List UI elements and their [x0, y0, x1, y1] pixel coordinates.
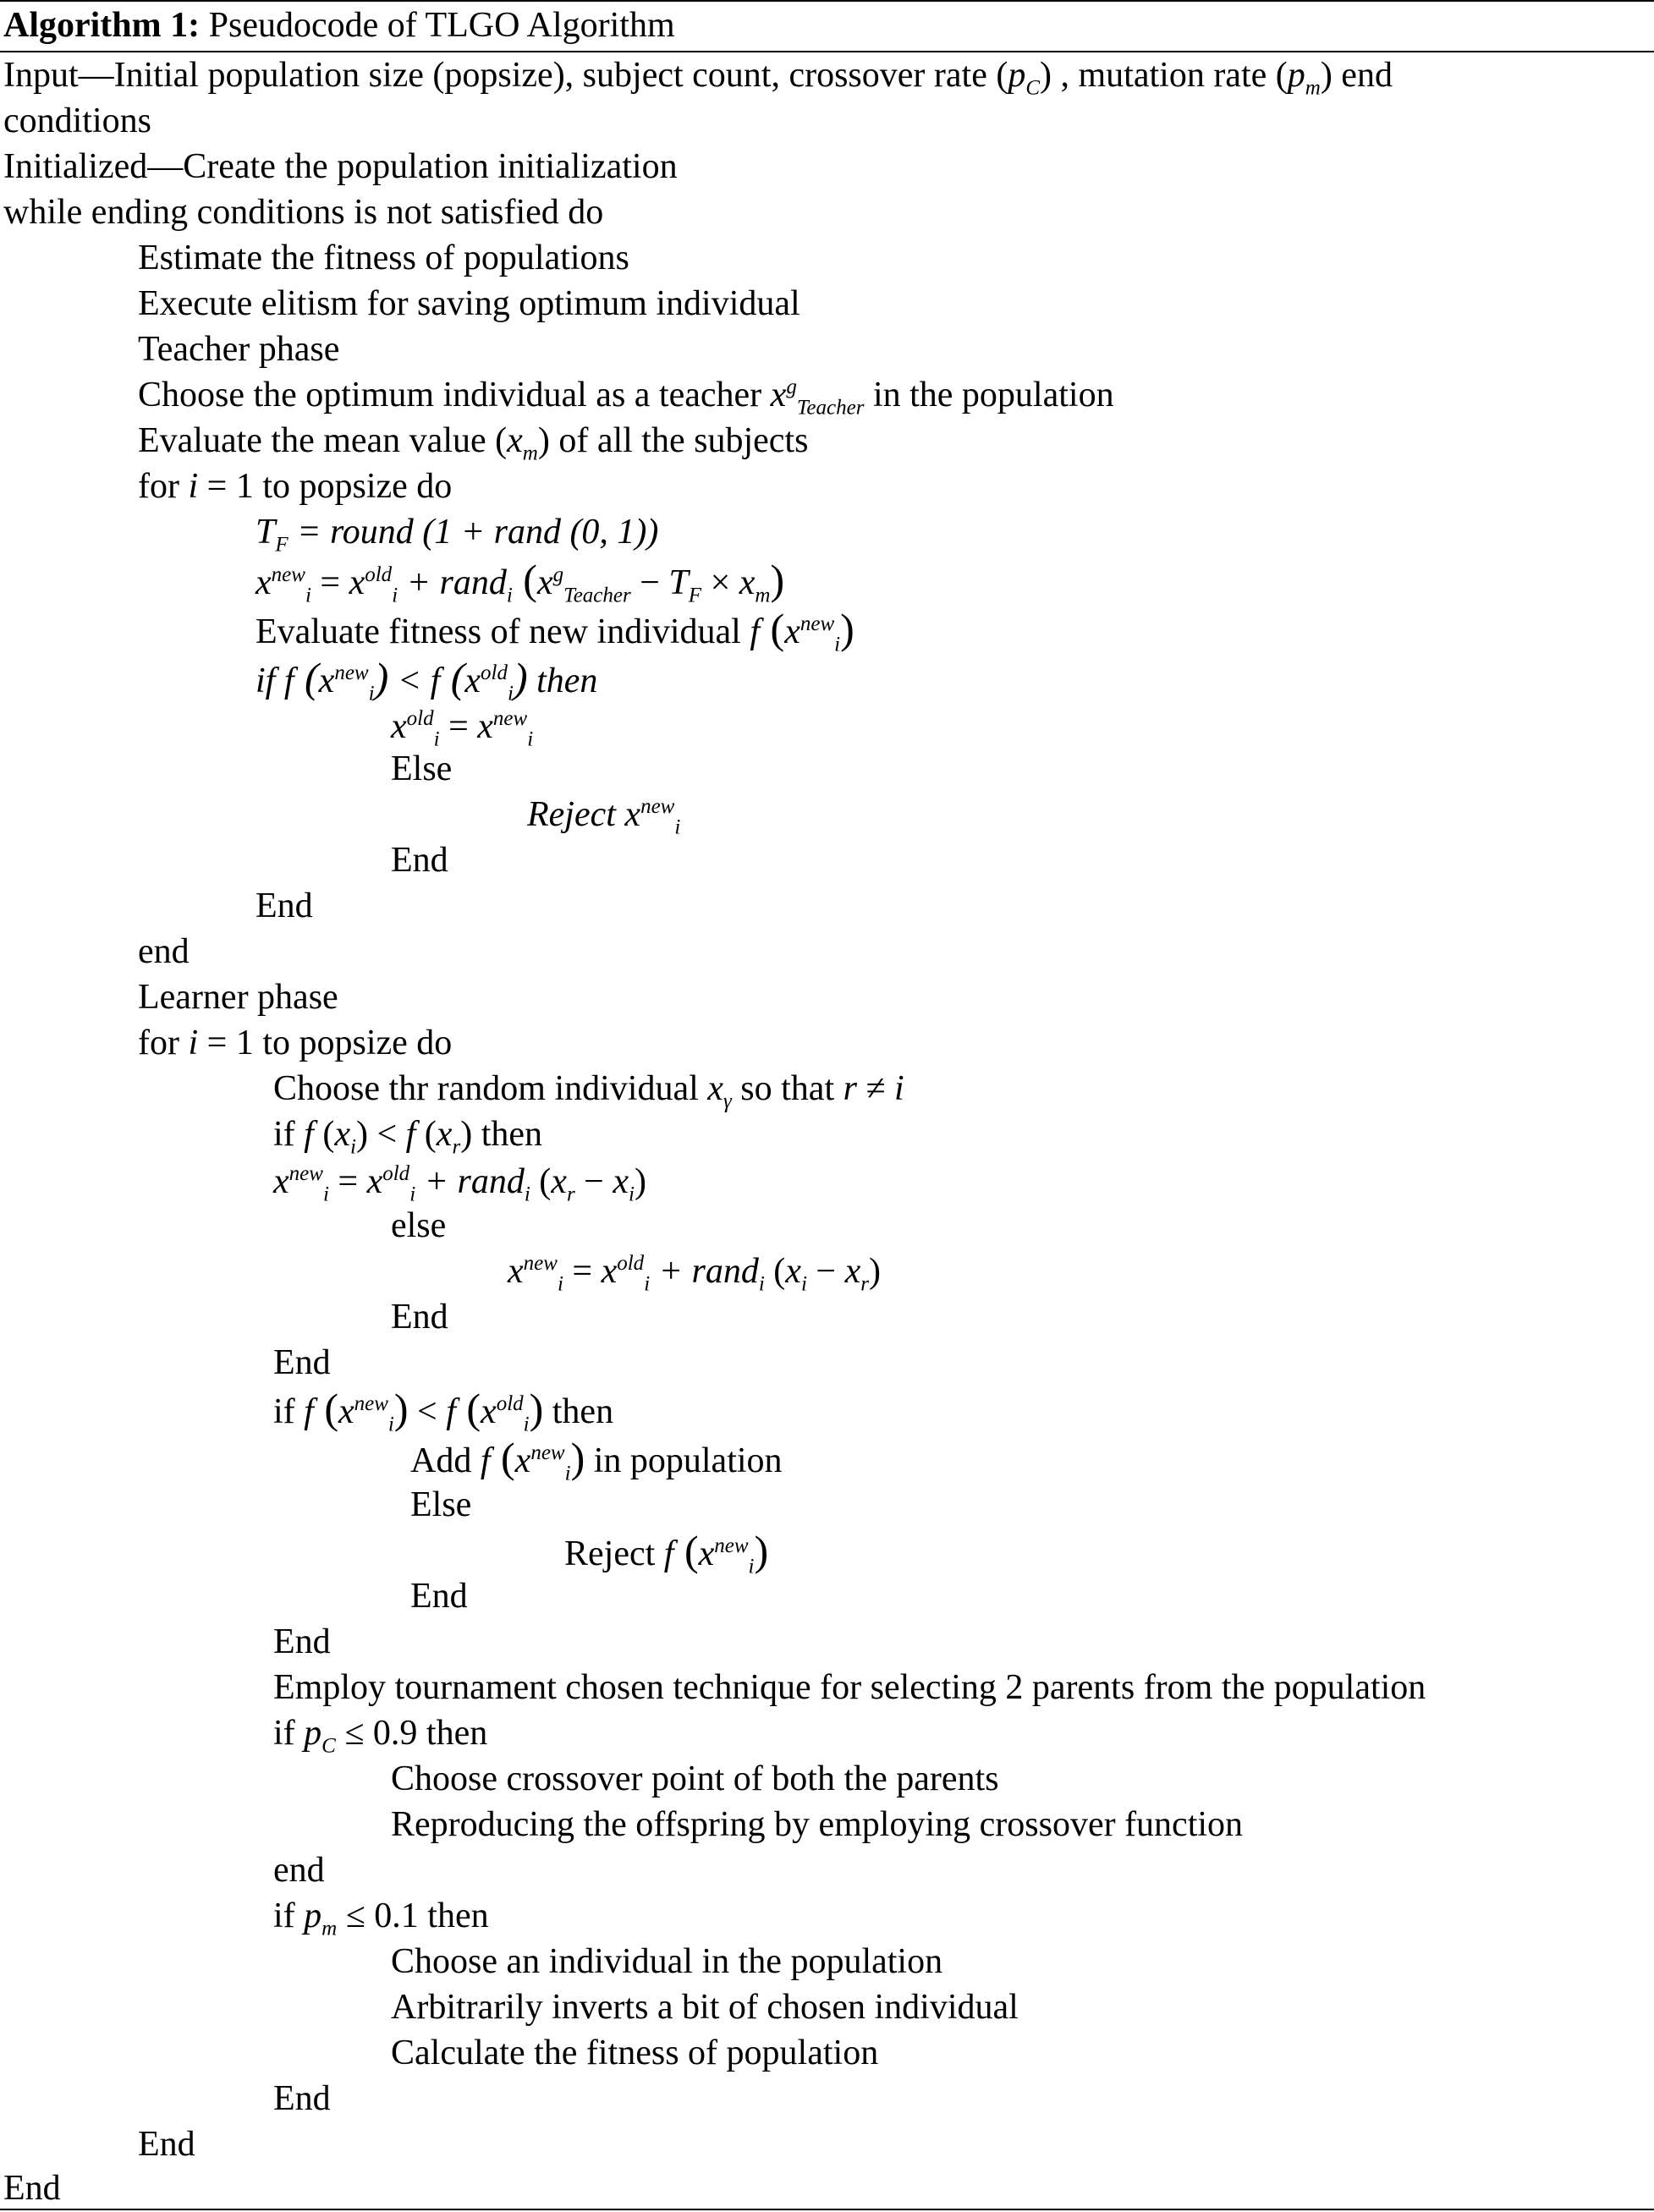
- x-symbol: x: [477, 707, 493, 746]
- x-symbol: x: [464, 661, 481, 700]
- m-subscript: m: [1305, 76, 1321, 100]
- old-superscript: old: [481, 661, 508, 684]
- f-symbol: f: [663, 1534, 674, 1573]
- r-symbol: r: [843, 1069, 857, 1108]
- x-symbol: x: [318, 661, 335, 700]
- employ-text: Employ tournament chosen technique for selecting 2 parents from the population: [273, 1668, 1426, 1707]
- plus-rand: + rand: [415, 1162, 525, 1201]
- else-keyword: Else: [410, 1485, 472, 1524]
- r-subscript: r: [452, 1135, 461, 1159]
- minus-sign: −: [630, 563, 669, 602]
- line-estimate: [138, 235, 629, 281]
- line-else-add: [410, 1482, 471, 1528]
- p-symbol: p: [304, 1896, 322, 1935]
- less-than: <: [388, 661, 431, 700]
- i-subscript: i: [674, 815, 681, 839]
- new-superscript: new: [714, 1534, 749, 1557]
- i-subscript: i: [644, 1272, 651, 1296]
- line-if-crossover: [273, 1710, 487, 1756]
- i-subscript: i: [433, 727, 440, 751]
- new-superscript: new: [800, 612, 835, 635]
- line-if-teacher: if f $(x^{new}_i) < f$ $(x^{old}_i)$ then: [256, 654, 598, 705]
- f-subscript: F: [275, 533, 288, 557]
- x-symbol: x: [256, 563, 272, 602]
- i-subscript: i: [322, 1183, 329, 1206]
- equals-sign: =: [439, 707, 478, 746]
- x-symbol: x: [334, 1115, 350, 1154]
- then-keyword: then: [417, 1714, 488, 1753]
- end-keyword: End: [273, 1622, 331, 1661]
- f-symbol: f: [750, 612, 761, 651]
- i-subscript: i: [748, 1555, 755, 1578]
- f-symbol: f: [304, 1392, 314, 1431]
- new-superscript: new: [288, 1162, 323, 1185]
- x-symbol: x: [366, 1162, 383, 1201]
- algorithm-label: Algorithm 1:: [3, 6, 201, 45]
- line-x-update-teacher: $x^{new}_i = x^{old}_i$ + rand$_i$ $(x^g_{Teacher} - T_F \times x_m)$: [256, 556, 785, 607]
- i-subscript: i: [508, 682, 514, 705]
- line-end-if-new: [273, 1619, 331, 1665]
- input-text-a: Input—Initial population size (popsize), subject count, crossover rate (: [3, 56, 1008, 95]
- elitism-text: Execute elitism for saving optimum individual: [138, 284, 800, 323]
- line-reject-learner: Reject f $(x^{new}_i)$: [564, 1527, 769, 1578]
- else-keyword: else: [391, 1206, 447, 1245]
- end-keyword: End: [391, 841, 448, 880]
- g-superscript: g: [786, 376, 797, 398]
- i-subscript: i: [800, 1272, 807, 1296]
- line-tf: [256, 509, 658, 555]
- less-than: <: [408, 1392, 447, 1431]
- f-symbol: f: [304, 1115, 314, 1154]
- i-subscript: i: [557, 1272, 563, 1296]
- line-choose-teacher: [138, 372, 1114, 418]
- reject-keyword: Reject: [527, 795, 625, 834]
- equals-sign: =: [563, 1252, 602, 1291]
- line-mutation-2: [391, 1984, 1019, 2030]
- p-symbol: p: [304, 1714, 322, 1753]
- evaluate-mean-text-b: ) of all the subjects: [537, 421, 809, 460]
- less-equal: ≤: [337, 1896, 375, 1935]
- f-symbol: f: [430, 661, 441, 700]
- plus-rand: + rand: [398, 563, 507, 602]
- while-text: while ending conditions is not satisfied do: [3, 193, 604, 232]
- if-keyword: if: [273, 1392, 305, 1431]
- x-symbol: x: [844, 1252, 861, 1291]
- t-symbol: T: [256, 513, 276, 552]
- new-superscript: new: [640, 795, 675, 818]
- then-keyword: then: [472, 1115, 542, 1154]
- line-else-teacher: [391, 746, 452, 792]
- line-mutation-1: [391, 1939, 942, 1984]
- line-choose-random: [273, 1066, 904, 1111]
- x-symbol: x: [551, 1162, 567, 1201]
- line-learner-phase: [138, 974, 338, 1020]
- equals-sign: =: [310, 563, 349, 602]
- line-end-for-teacher: [138, 929, 190, 974]
- i-subscript: i: [629, 1183, 635, 1206]
- i-subscript: i: [368, 682, 375, 705]
- line-reject-teacher: [527, 792, 680, 837]
- x-symbol: x: [436, 1115, 453, 1154]
- estimate-text: Estimate the fitness of populations: [138, 239, 629, 277]
- plus-rand: + rand: [650, 1252, 759, 1291]
- algorithm-title: Pseudocode of TLGO Algorithm: [208, 6, 675, 45]
- r-subscript: r: [860, 1272, 869, 1296]
- line-end-if-learner-inner: [391, 1294, 448, 1340]
- in-population-text: in population: [585, 1441, 783, 1480]
- c-subscript: C: [1025, 76, 1041, 100]
- t-symbol: T: [668, 563, 689, 602]
- i-subscript: i: [387, 1413, 394, 1436]
- end-keyword: end: [138, 932, 190, 971]
- line-crossover-1: [391, 1756, 999, 1802]
- choose-random-text-a: Choose thr random individual: [273, 1069, 708, 1108]
- crossover-threshold: 0.9: [372, 1714, 418, 1753]
- f-symbol: f: [405, 1115, 416, 1154]
- line-end-if-teacher: [391, 837, 448, 883]
- i-subscript: i: [305, 584, 311, 607]
- line-x-update-learner-b: $x^{new}_i = x^{old}_i$ + rand$_i$ $(x_i - x_r)$: [508, 1252, 881, 1296]
- g-superscript: g: [552, 563, 564, 586]
- f-subscript: F: [688, 584, 702, 607]
- if-keyword: if: [273, 1115, 305, 1154]
- i-symbol: i: [188, 467, 199, 506]
- end-keyword: End: [273, 2079, 331, 2118]
- line-end-for-body: [256, 883, 313, 929]
- line-end-add: [410, 1573, 468, 1619]
- new-superscript: new: [492, 707, 528, 730]
- teacher-subscript: Teacher: [563, 584, 631, 607]
- x-symbol: x: [624, 795, 641, 834]
- for-range: = 1 to popsize do: [198, 467, 453, 506]
- m-subscript: m: [755, 584, 771, 607]
- i-subscript: i: [349, 1135, 356, 1159]
- line-teacher-phase: [138, 327, 339, 372]
- i-subscript: i: [409, 1183, 416, 1206]
- invert-bit-text: Arbitrarily inverts a bit of chosen individual: [391, 1988, 1019, 2027]
- x-symbol: x: [349, 563, 365, 602]
- m-subscript: m: [321, 1917, 338, 1940]
- x-symbol: x: [613, 1162, 629, 1201]
- line-evaluate-mean: [138, 418, 808, 464]
- then-keyword: then: [543, 1392, 614, 1431]
- x-symbol: x: [601, 1252, 618, 1291]
- i-subscript: i: [506, 584, 513, 607]
- line-if-mutation: [273, 1893, 489, 1939]
- line-evaluate-new: Evaluate fitness of new individual f $(x^{new}_i)$: [256, 605, 854, 656]
- x-symbol: x: [707, 1069, 723, 1108]
- line-employ-tournament: [273, 1665, 1426, 1710]
- f-symbol: f: [283, 661, 294, 700]
- i-subscript: i: [392, 584, 398, 607]
- eval-new-text: Evaluate fitness of new individual: [256, 612, 750, 651]
- x-symbol: x: [536, 563, 553, 602]
- line-end-mutation: [273, 2076, 331, 2121]
- x-symbol: x: [514, 1441, 531, 1480]
- i-subscript: i: [834, 633, 841, 656]
- old-superscript: old: [406, 707, 434, 730]
- times-sign: ×: [701, 563, 739, 602]
- m-subscript: m: [522, 442, 538, 465]
- i-subscript: i: [523, 1413, 530, 1436]
- choose-teacher-text-a: Choose the optimum individual as a teacher: [138, 376, 771, 414]
- input-text-b: ) , mutation rate (: [1040, 56, 1288, 95]
- old-superscript: old: [496, 1392, 524, 1415]
- new-superscript: new: [271, 563, 305, 586]
- old-superscript: old: [617, 1252, 645, 1275]
- teacher-phase-text: Teacher phase: [138, 330, 340, 369]
- teacher-subscript: Teacher: [796, 396, 865, 420]
- i-subscript: i: [564, 1462, 571, 1485]
- minus-sign: −: [574, 1162, 613, 1201]
- conditions-text: conditions: [3, 102, 151, 140]
- i-subscript: i: [758, 1272, 765, 1296]
- r-subscript: r: [566, 1183, 575, 1206]
- else-keyword: Else: [391, 749, 453, 788]
- algorithm-caption: [3, 2, 675, 49]
- end-keyword: End: [391, 1298, 448, 1337]
- round-expression: = round (1 + rand (0, 1)): [288, 513, 659, 552]
- x-symbol: x: [338, 1392, 354, 1431]
- p-symbol: p: [1008, 56, 1026, 95]
- line-if-learner: if f $(x_i) < f$ $(x_r)$ then: [273, 1115, 542, 1159]
- if-keyword: if: [273, 1714, 305, 1753]
- line-x-update-learner-a: $x^{new}_i = x^{old}_i$ + rand$_i$ $(x_r - x_i)$: [273, 1162, 646, 1206]
- i-symbol: i: [188, 1024, 199, 1062]
- reproduce-offspring-text: Reproducing the offspring by employing crossover function: [391, 1805, 1244, 1844]
- x-symbol: x: [770, 376, 787, 414]
- i-subscript: i: [527, 727, 534, 751]
- x-symbol: x: [508, 1252, 524, 1291]
- choose-random-text-b: so that: [731, 1069, 843, 1108]
- input-text-c: ) end: [1320, 56, 1393, 95]
- f-symbol: f: [446, 1392, 456, 1431]
- f-symbol: f: [480, 1441, 491, 1480]
- end-keyword: end: [273, 1851, 325, 1890]
- minus-sign: −: [806, 1252, 845, 1291]
- initialized-text: Initialized—Create the population initialization: [3, 147, 678, 186]
- end-keyword: End: [410, 1577, 468, 1616]
- learner-phase-text: Learner phase: [138, 978, 338, 1017]
- x-symbol: x: [273, 1162, 289, 1201]
- end-keyword: End: [138, 2125, 195, 2164]
- x-symbol: x: [481, 1392, 497, 1431]
- calculate-fitness-text: Calculate the fitness of population: [391, 2034, 879, 2072]
- old-superscript: old: [382, 1162, 410, 1185]
- add-keyword: Add: [410, 1441, 481, 1480]
- i-symbol: i: [894, 1069, 904, 1108]
- line-mutation-3: [391, 2030, 878, 2076]
- p-symbol: p: [1287, 56, 1305, 95]
- i-subscript: i: [524, 1183, 530, 1206]
- x-symbol: x: [507, 421, 523, 460]
- crossover-point-text: Choose crossover point of both the parents: [391, 1759, 999, 1798]
- x-symbol: x: [698, 1534, 715, 1573]
- bottom-rule: [0, 2209, 1654, 2210]
- new-superscript: new: [530, 1441, 565, 1464]
- x-symbol: x: [391, 707, 407, 746]
- end-keyword: End: [3, 2169, 61, 2208]
- old-superscript: old: [365, 563, 393, 586]
- line-crossover-2: [391, 1802, 1243, 1847]
- line-input: [3, 52, 1393, 98]
- gamma-subscript: γ: [723, 1090, 732, 1113]
- line-end-if-learner: [273, 1340, 331, 1386]
- new-superscript: new: [354, 1392, 388, 1415]
- if-keyword: if: [273, 1896, 305, 1935]
- new-superscript: new: [523, 1252, 558, 1275]
- end-keyword: End: [256, 886, 313, 925]
- line-while: [3, 189, 603, 235]
- then-keyword: then: [527, 661, 598, 700]
- choose-teacher-text-b: in the population: [864, 376, 1114, 414]
- evaluate-mean-text-a: Evaluate the mean value (: [138, 421, 508, 460]
- x-symbol: x: [784, 612, 800, 651]
- line-end-crossover: [273, 1847, 325, 1893]
- x-symbol: x: [739, 563, 756, 602]
- for-keyword: for: [138, 467, 189, 506]
- c-subscript: C: [321, 1734, 336, 1758]
- for-range: = 1 to popsize do: [198, 1024, 453, 1062]
- not-equal: ≠: [856, 1069, 895, 1108]
- line-for-learner: [138, 1020, 452, 1066]
- then-keyword: then: [418, 1896, 489, 1935]
- reject-keyword: Reject: [564, 1534, 664, 1573]
- line-conditions: [3, 98, 151, 144]
- less-than: <: [367, 1115, 406, 1154]
- line-else-learner: [391, 1203, 446, 1249]
- end-keyword: End: [273, 1343, 331, 1382]
- x-symbol: x: [785, 1252, 801, 1291]
- line-assign-old: [391, 704, 533, 749]
- line-initialized: [3, 144, 678, 189]
- line-end-for-learner: [138, 2121, 195, 2167]
- mutation-threshold: 0.1: [374, 1896, 419, 1935]
- line-add-population: Add f $(x^{new}_i)$ in population: [410, 1434, 783, 1485]
- less-equal: ≤: [335, 1714, 373, 1753]
- choose-individual-text: Choose an individual in the population: [391, 1942, 943, 1981]
- if-keyword: if: [256, 661, 284, 700]
- equals-sign: =: [328, 1162, 367, 1201]
- line-end-while: [3, 2165, 61, 2211]
- new-superscript: new: [334, 661, 369, 684]
- line-elitism: [138, 281, 800, 327]
- line-if-new-better: if f $(x^{new}_i) < f$ $(x^{old}_i)$ then: [273, 1385, 614, 1436]
- line-for-teacher: [138, 464, 452, 509]
- for-keyword: for: [138, 1024, 189, 1062]
